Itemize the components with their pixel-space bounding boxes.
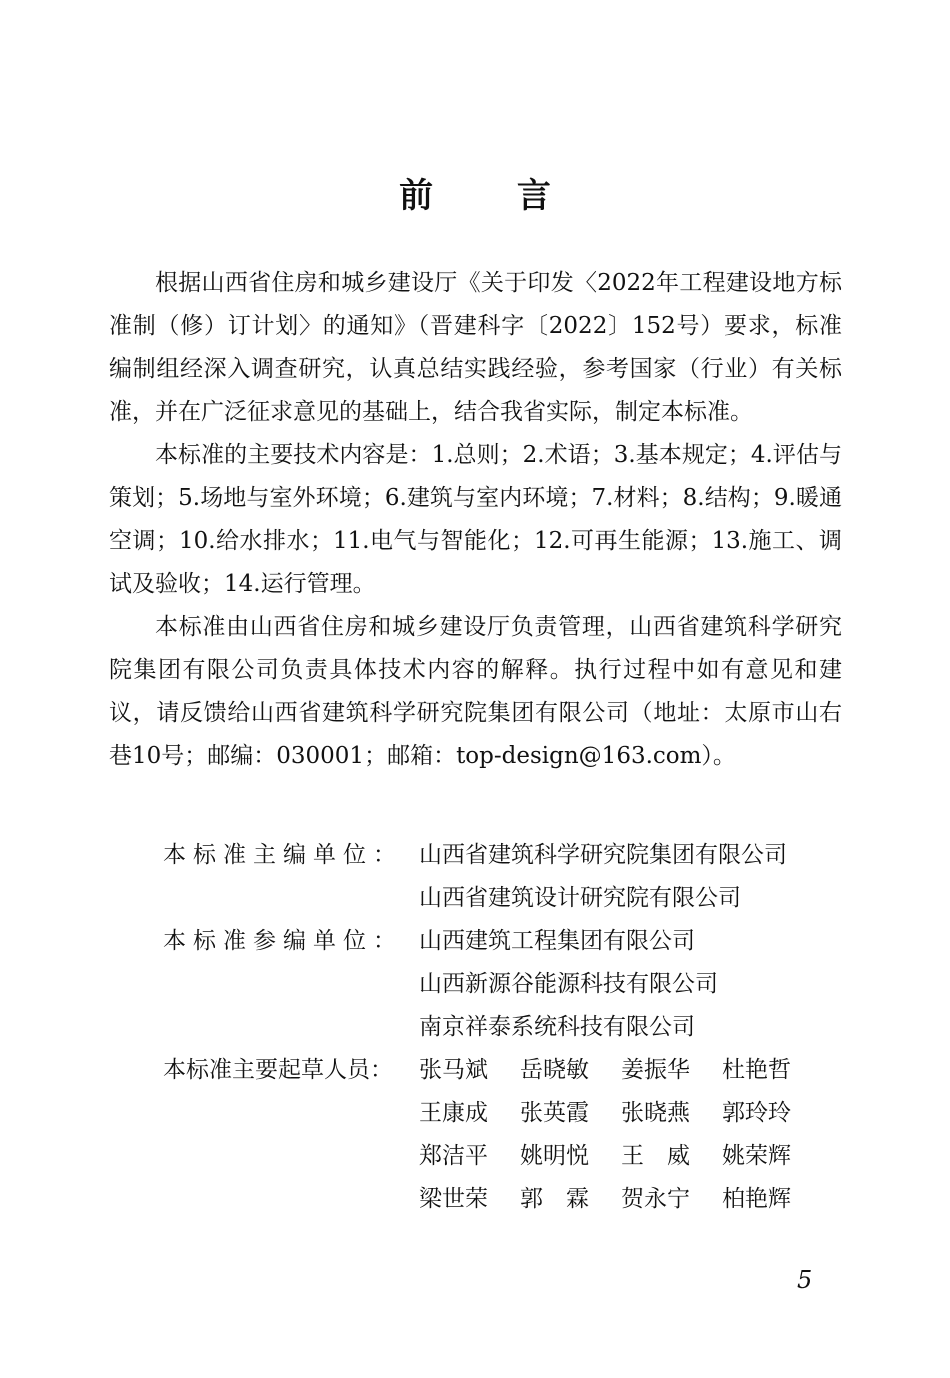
drafter-name: 柏艳辉 <box>722 1186 791 1212</box>
participating-units-list <box>419 920 863 1049</box>
drafter-name: 贺永宁 <box>621 1186 690 1212</box>
paragraph-management: 本标准由山西省住房和城乡建设厅负责管理，山西省建筑科学研究院集团有限公司负责具体技术内容的解释。执行过程中如有意见和建议，请反馈给山西省建筑科学研究院集团有限公司（地址：太原市山右巷10号；邮编：030001；邮箱：top-design@163.com）。 <box>109 614 842 769</box>
drafters-list <box>419 1049 863 1221</box>
drafter-name: 梁世荣 <box>419 1186 488 1212</box>
units-section <box>163 834 863 1221</box>
participating-units-label: 本标准参编单位： <box>163 928 403 954</box>
paragraph-contents: 本标准的主要技术内容是：1.总则；2.术语；3.基本规定；4.评估与策划；5.场地与室外环境；6.建筑与室内环境；7.材料；8.结构；9.暖通空调；10.给水排水；11.电气与智能化；12.可再生能源；13.施工、调试及验收；14.运行管理。 <box>109 442 842 597</box>
drafter-name: 杜艳哲 <box>722 1057 791 1083</box>
drafter-name: 姚明悦 <box>520 1143 589 1169</box>
participating-unit: 南京祥泰系统科技有限公司 <box>419 1014 695 1040</box>
drafters-row <box>419 1135 863 1178</box>
drafter-name: 姚荣辉 <box>722 1143 791 1169</box>
drafter-name: 岳晓敏 <box>520 1057 589 1083</box>
drafters-row <box>419 1049 863 1092</box>
drafter-name: 张马斌 <box>419 1057 488 1083</box>
paragraph-basis: 根据山西省住房和城乡建设厅《关于印发〈2022年工程建设地方标准制（修）订计划〉的通知》（晋建科字〔2022〕152号）要求，标准编制组经深入调查研究，认真总结实践经验，参考国家（行业）有关标准，并在广泛征求意见的基础上，结合我省实际，制定本标准。 <box>109 270 842 425</box>
drafter-name: 王 威 <box>621 1143 690 1169</box>
drafter-name: 张晓燕 <box>621 1100 690 1126</box>
participating-unit: 山西新源谷能源科技有限公司 <box>419 971 718 997</box>
chief-units-label: 本标准主编单位： <box>163 842 403 868</box>
chief-unit: 山西省建筑设计研究院有限公司 <box>419 885 741 911</box>
participating-unit: 山西建筑工程集团有限公司 <box>419 928 695 954</box>
drafter-name: 郑洁平 <box>419 1143 488 1169</box>
drafter-name: 王康成 <box>419 1100 488 1126</box>
drafter-name: 郭 霖 <box>520 1186 589 1212</box>
preface-body <box>109 262 842 778</box>
chief-unit: 山西省建筑科学研究院集团有限公司 <box>419 842 787 868</box>
drafters <box>163 1049 863 1221</box>
participating-units <box>163 920 863 1049</box>
drafter-name: 张英霞 <box>520 1100 589 1126</box>
drafters-row <box>419 1178 863 1221</box>
chief-units <box>163 834 863 920</box>
drafters-label: 本标准主要起草人员： <box>163 1057 393 1083</box>
drafters-row <box>419 1092 863 1135</box>
page-title: 前 言 <box>399 176 587 216</box>
page-number: 5 <box>797 1266 813 1294</box>
drafter-name: 郭玲玲 <box>722 1100 791 1126</box>
drafter-name: 姜振华 <box>621 1057 690 1083</box>
chief-units-list <box>419 834 863 920</box>
